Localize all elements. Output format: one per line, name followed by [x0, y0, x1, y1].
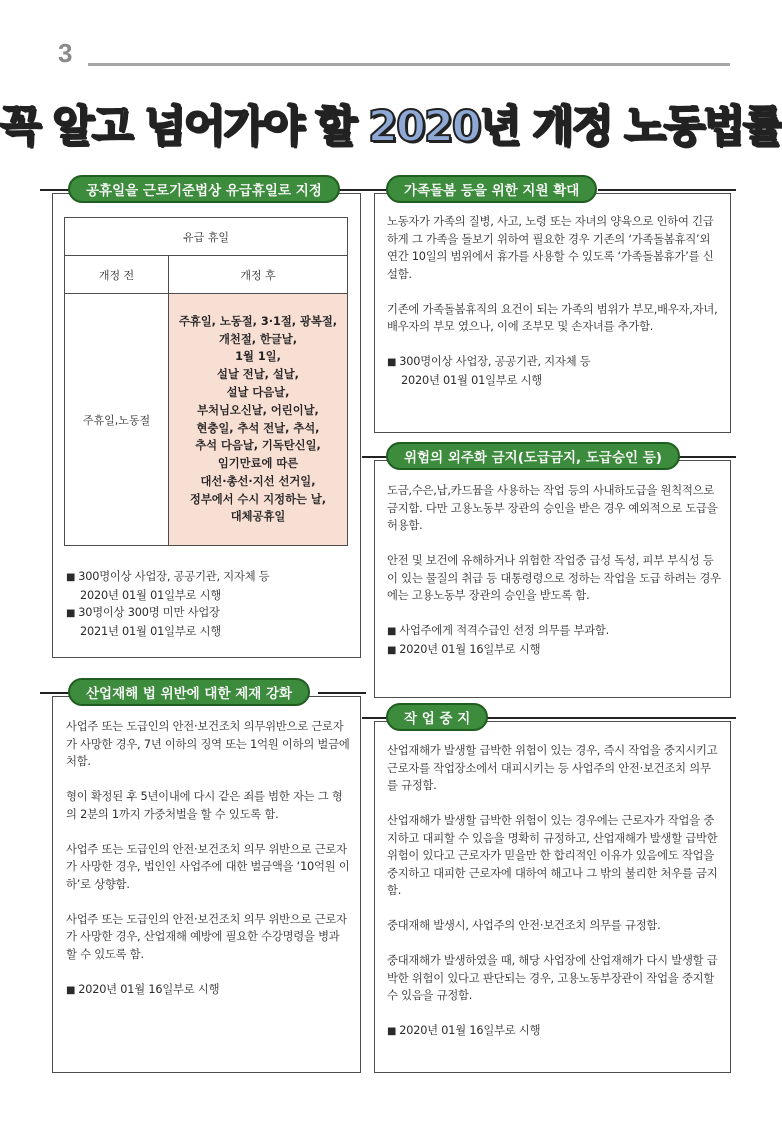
section-heading-public-holiday: 공휴일을 근로기준법상 유급휴일로 지정: [68, 175, 340, 203]
bullet-subtext: 2020년 01월 01일부로 시행: [80, 588, 222, 602]
paragraph: 사업주 또는 도급인의 안전·보건조치 의무위반으로 근로자가 사망한 경우, 7년 이하의 징역 또는 1억원 이하의 벌금에 처함.: [66, 720, 350, 768]
bullet-subtext: 2020년 01월 01일부로 시행: [401, 373, 543, 387]
bullet-item: ■ 2020년 01월 16일부로 시행: [387, 641, 721, 660]
public-holiday-notes: [66, 568, 356, 640]
page-title: 꼭 알고 넘어가야 할 2020년 개정 노동법률: [0, 101, 782, 152]
after-line: 현충일, 추석 전날, 추석,: [196, 421, 320, 435]
heading-rule: [598, 189, 736, 191]
after-line: 추석 다음날, 기독탄신일,: [195, 439, 321, 453]
outsourcing-text: [387, 482, 721, 659]
bullet-subtext: 2021년 01월 01일부로 시행: [80, 624, 222, 638]
after-line: 부처님오신날, 어린이날,: [197, 403, 319, 417]
table-header: 유급 휴일: [65, 218, 348, 256]
industrial-accident-text: [66, 718, 353, 999]
after-line: 설날 전날, 설날,: [217, 368, 299, 382]
table-before-value: 주휴일,노동절: [65, 294, 169, 546]
after-line: 설날 다음날,: [226, 385, 290, 399]
bullet-item: ■ 30명이상 300명 미만 사업장: [66, 604, 356, 623]
table-after-value: [169, 294, 348, 546]
heading-rule: [318, 692, 366, 694]
after-line: 개천절, 한글날,: [219, 332, 297, 346]
work-stoppage-text: [387, 742, 721, 1041]
after-line: 임기만료에 따른: [217, 457, 299, 471]
paragraph: 안전 및 보건에 유해하거나 위험한 작업중 급성 독성, 피부 부식성 등이 있는 물질의 취급 등 대통령령으로 정하는 작업을 도급 하려는 경우에는 고용노동부 장관의 승인을 받도록 함.: [387, 554, 721, 602]
paragraph: 도금,수은,납,카드뮴을 사용하는 작업 등의 사내하도급을 원칙적으로 금지함. 다만 고용노동부 장관의 승인을 받은 경우 예외적으로 도급을 허용함.: [387, 484, 718, 532]
section-heading-outsourcing: 위험의 외주화 금지(도급금지, 도급승인 등): [386, 442, 680, 470]
section-heading-family-care: 가족돌봄 등을 위한 지원 확대: [386, 175, 597, 203]
paragraph: 기존에 가족돌봄휴직의 요건이 되는 가족의 범위가 부모,배우자,자녀,배우자의 부모 였으나, 이에 조부모 및 손자녀를 추가함.: [387, 302, 718, 333]
family-care-text: [387, 213, 721, 389]
table-col-before: 개정 전: [65, 256, 169, 294]
top-rule: [88, 63, 730, 66]
section-heading-work-stoppage: 작 업 중 지: [386, 703, 488, 731]
paragraph: 산업재해가 발생할 급박한 위험이 있는 경우, 즉시 작업을 중지시키고 근로자를 작업장소에서 대피시키는 등 사업주의 안전·보건조치 의무를 규정함.: [387, 744, 718, 792]
after-line: 1월 1일,: [235, 350, 281, 364]
bullet-item: ■ 2020년 01월 16일부로 시행: [66, 981, 353, 1000]
paragraph: 노동자가 가족의 질병, 사고, 노령 또는 자녀의 양육으로 인하여 긴급하게 그 가족을 돌보기 위하여 필요한 경우 기존의 ‘가족돌봄휴직’외 연간 10일의 범위에서 휴가를 사용할 수 있도록 ‘가족돌봄휴가’를 신설함.: [387, 215, 714, 281]
paragraph: 중대재해가 발생하였을 때, 해당 사업장에 산업재해가 다시 발생할 급박한 위험이 있다고 판단되는 경우, 고용노동부장관이 작업을 중지할 수 있음을 규정함.: [387, 954, 718, 1002]
table-col-after: 개정 후: [169, 256, 348, 294]
bullet-item: ■ 300명이상 사업장, 공공기관, 지자체 등: [387, 353, 721, 372]
page-number: 3: [58, 38, 73, 68]
bullet-item: ■ 2020년 01월 16일부로 시행: [387, 1022, 721, 1041]
bullet-item: ■ 사업주에게 적격수급인 선정 의무를 부과함.: [387, 622, 721, 641]
after-line: 정부에서 수시 지정하는 날,: [189, 492, 327, 506]
paragraph: 산업재해가 발생할 급박한 위험이 있는 경우에는 근로자가 작업을 중지하고 대피할 수 있음을 명확히 규정하고, 산업재해가 발생할 급박한 위험이 있다고 근로자가 믿을만 한 합리적인 이유가 있음에도 작업을 중지하고 대피한 근로자에 대하여 해고나 그 밖의 불리한 처우를 금지함.: [387, 814, 718, 897]
heading-rule: [40, 189, 70, 191]
paragraph: 중대재해 발생시, 사업주의 안전·보건조치 의무를 규정함.: [387, 919, 661, 932]
heading-rule: [40, 692, 70, 694]
paragraph: 형이 확정된 후 5년이내에 다시 같은 죄를 범한 자는 그 형의 2분의 1까지 가중처벌을 할 수 있도록 함.: [66, 790, 343, 821]
bullet-item: ■ 300명이상 사업장, 공공기관, 지자체 등: [66, 568, 356, 587]
after-line: 대체공휴일: [230, 510, 286, 524]
after-line: 대선·총선·지선 선거일,: [200, 474, 316, 488]
after-line: 주휴일, 노동절, 3·1절, 광복절,: [178, 314, 338, 328]
paid-leave-table: [64, 217, 348, 546]
paragraph: 사업주 또는 도급인의 안전·보건조치 의무 위반으로 근로자가 사망한 경우, 산업재해 예방에 필요한 수강명령을 병과 할 수 있도록 함.: [66, 912, 347, 961]
heading-rule: [476, 717, 736, 719]
paragraph: 사업주 또는 도급인의 안전·보건조치 의무 위반으로 근로자가 사망한 경우, 법인인 사업주에 대한 벌금액을 ‘10억원 이하’로 상향함.: [66, 842, 350, 891]
section-heading-industrial-accident: 산업재해 법 위반에 대한 제재 강화: [68, 678, 310, 706]
